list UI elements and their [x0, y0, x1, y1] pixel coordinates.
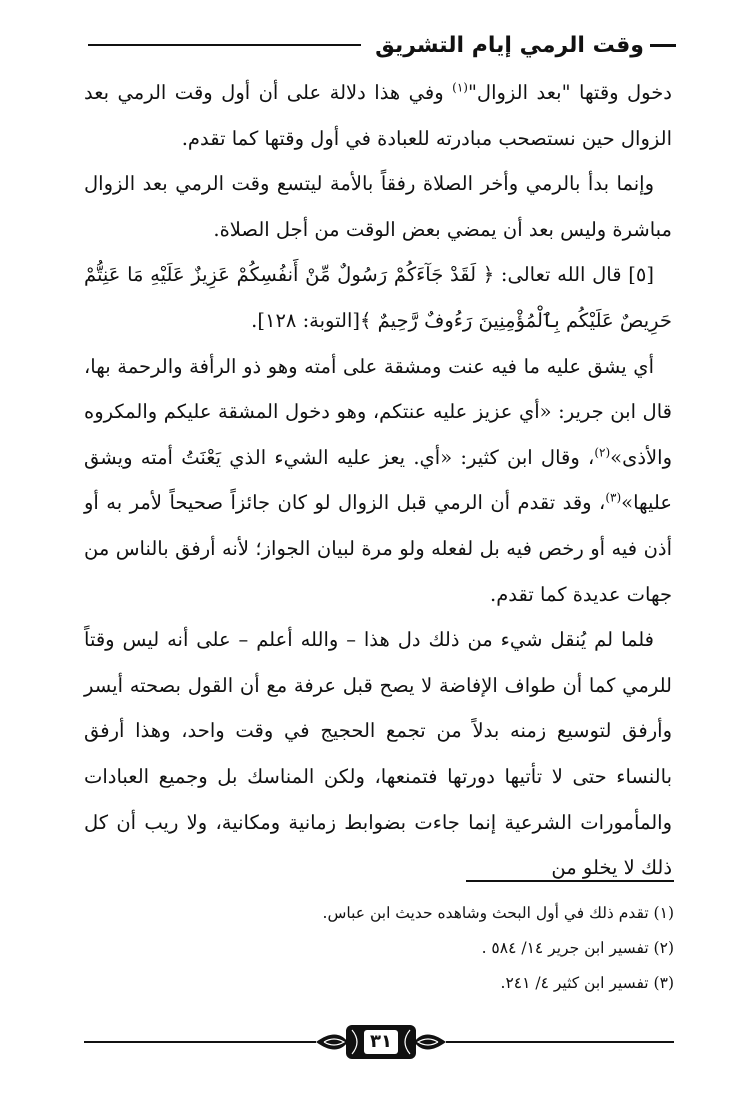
footnotes	[84, 896, 674, 1001]
footer-rule-right	[446, 1041, 674, 1043]
header-dash	[650, 44, 676, 47]
paragraph-1: دخول وقتها "بعد الزوال"$^{(١)}$ وفي هذا دلالة على أن أول وقت الرمي بعد الزوال حين نستصحب مبادرته للعبادة في أول وقتها كما تقدم.	[84, 80, 672, 150]
footnote-3: (٣) تفسير ابن كثير ٤/ ٢٤١.	[500, 974, 674, 992]
footnote-1: (١) تقدم ذلك في أول البحث وشاهده حديث ابن عباس.	[322, 904, 674, 922]
verse-reference: [التوبة: ١٢٨].	[251, 308, 360, 332]
paragraph-4: أي يشق عليه ما فيه عنت ومشقة على أمته وهو ذو الرأفة والرحمة بها، قال ابن جرير: «أي عزيز عليه عنتكم، وهو دخول المشقة عليكم والمكروه والأذى»$^{(٢)}$، وقال ابن كثير: «أي. يعز عليه الشيء الذي يَعْنَتُ أمته ويشق عليها»$^{(٣)}$، وقد تقدم أن الرمي قبل الزوال لو كان جائزاً صحيحاً لأمر به أو أذن فيه أو رخص فيه بل لفعله ولو مرة لبيان الجواز؛ لأنه أرفق بالناس من جهات عديدة كما تقدم.	[84, 354, 672, 606]
paragraph-2: وإنما بدأ بالرمي وأخر الصلاة رفقاً بالأمة ليتسع وقت الرمي بعد الزوال مباشرة وليس بعد أن يمضي بعض الوقت من أجل الصلاة.	[84, 172, 672, 241]
footnote-2: (٢) تفسير ابن جرير ١٤/ ٥٨٤ .	[481, 939, 674, 957]
footnote-separator	[466, 880, 674, 882]
header-rule	[88, 44, 361, 46]
page-number: ٣١	[370, 1031, 392, 1052]
footnote-ref-3: (٣)	[605, 490, 622, 505]
page-footer	[84, 1022, 674, 1062]
footnote-ref-1: (١)	[452, 80, 468, 95]
body-text	[84, 70, 672, 891]
footer-rule-left	[84, 1041, 316, 1043]
header-title: وقت الرمي إيام التشريق	[375, 32, 644, 58]
quran-verse: ﴿ لَقَدْ جَآءَكُمْ رَسُولٌ مِّنْ أَنفُسِكُمْ عَزِيزٌ عَلَيْهِ مَا عَنِتُّمْ حَرِيصٌ عَلَيْكُم بِٱلْمُؤْمِنِينَ رَءُوفٌ رَّحِيمٌ ﴾	[84, 263, 672, 332]
running-header	[88, 28, 676, 62]
footnote-ref-2: (٢)	[594, 445, 611, 460]
paragraph-3: [٥] قال الله تعالى: ﴿ لَقَدْ جَآءَكُمْ رَسُولٌ مِّنْ أَنفُسِكُمْ عَزِيزٌ عَلَيْهِ مَا عَنِتُّمْ حَرِيصٌ عَلَيْكُم بِٱلْمُؤْمِنِينَ رَءُوفٌ رَّحِيمٌ ﴾[التوبة: ١٢٨].	[84, 263, 672, 332]
paragraph-5: فلما لم يُنقل شيء من ذلك دل هذا – والله أعلم – على أنه ليس وقتاً للرمي كما أن طواف الإفاضة لا يصح قبل عرفة مع أن القول بصحته أيسر وأرفق لتوسيع زمنه بدلاً من تجمع الحجيج في وقت واحد، وهذا أرفق بالنساء حتى لا تأتيها دورتها فتمنعها، ولكن المناسك بل وجميع العبادات والمأمورات الشرعية إنما جاءت بضوابط زمانية ومكانية، ولا ريب أن كل ذلك لا يخلو من	[84, 628, 672, 880]
